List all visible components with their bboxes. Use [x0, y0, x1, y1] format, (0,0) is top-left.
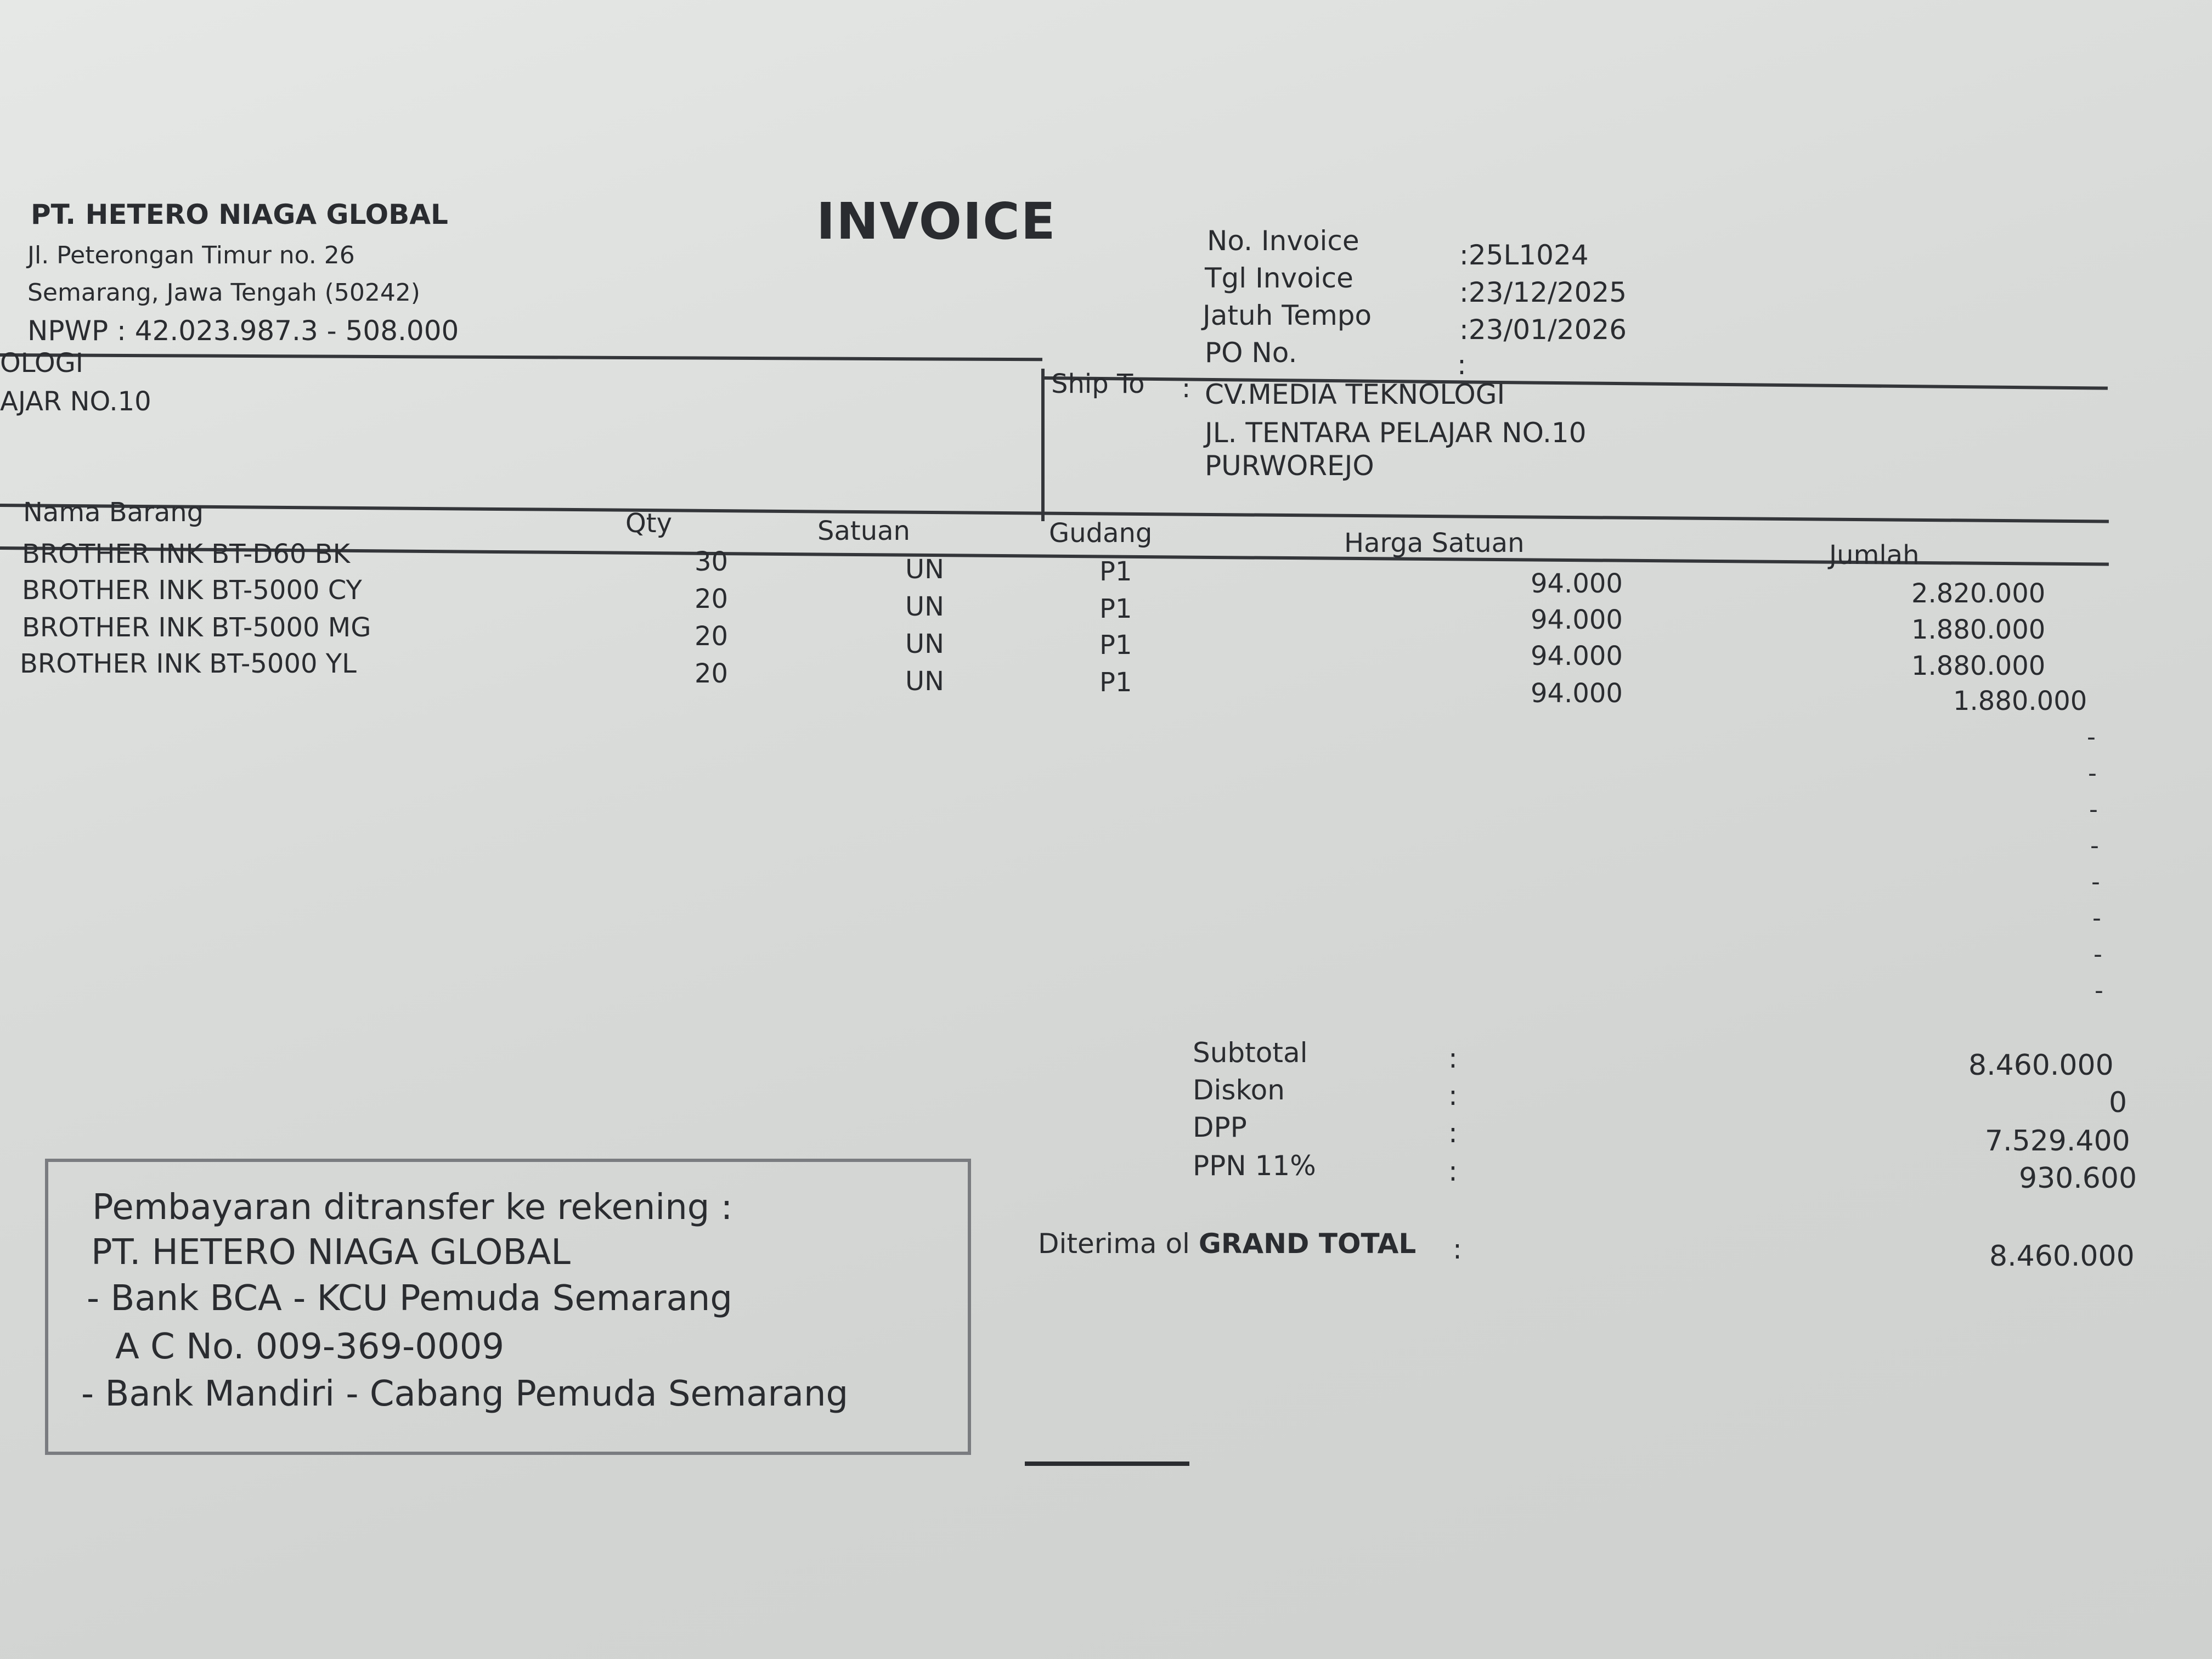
- col-header-price: Harga Satuan: [1344, 528, 1525, 558]
- table-row-3-qty: 20: [695, 621, 729, 652]
- seller-address-1: Jl. Peterongan Timur no. 26: [27, 241, 355, 269]
- bill-ship-divider: [1041, 369, 1045, 521]
- ppn-colon: :: [1448, 1155, 1458, 1187]
- document-title: INVOICE: [816, 192, 1057, 251]
- table-row-1-warehouse: P1: [1099, 556, 1132, 587]
- payment-account-holder: PT. HETERO NIAGA GLOBAL: [91, 1232, 571, 1273]
- grand-total-label: [1038, 1228, 1416, 1260]
- table-row-4-unit: UN: [905, 666, 945, 697]
- table-row-4-price: 94.000: [1531, 678, 1623, 709]
- jatuh-tempo-value: :23/01/2026: [1459, 314, 1627, 346]
- ppn-value: 930.600: [2019, 1162, 2137, 1195]
- payment-account-number: A C No. 009-369-0009: [115, 1327, 505, 1367]
- col-header-qty: Qty: [625, 508, 673, 539]
- dpp-value: 7.529.400: [1985, 1125, 2130, 1158]
- table-row-4-warehouse: P1: [1099, 667, 1132, 698]
- col-header-unit: Satuan: [817, 516, 910, 546]
- ship-to-address-2: PURWOREJO: [1205, 450, 1374, 482]
- table-row-2-price: 94.000: [1531, 605, 1623, 635]
- table-row-2-qty: 20: [695, 584, 729, 614]
- po-label: PO No.: [1205, 337, 1297, 369]
- diskon-colon: :: [1448, 1080, 1458, 1111]
- ppn-label: PPN 11%: [1193, 1150, 1316, 1182]
- table-row-1-price: 94.000: [1531, 568, 1623, 599]
- table-row-2-warehouse: P1: [1099, 594, 1132, 624]
- bill-to-top-rule: [0, 353, 1042, 361]
- tgl-invoice-value: :23/12/2025: [1459, 276, 1627, 308]
- table-row-1-unit: UN: [905, 554, 945, 585]
- grand-total-title: GRAND TOTAL: [1198, 1228, 1417, 1260]
- received-by-label: Diterima ol: [1038, 1228, 1190, 1260]
- table-row-4-item: BROTHER INK BT-5000 YL: [20, 648, 357, 679]
- seller-npwp: NPWP : 42.023.987.3 - 508.000: [27, 315, 459, 347]
- seller-address-2: Semarang, Jawa Tengah (50242): [27, 279, 420, 307]
- subtotal-colon: :: [1448, 1042, 1458, 1074]
- bill-to-address: AJAR NO.10: [0, 386, 151, 417]
- table-row-3-warehouse: P1: [1099, 630, 1132, 661]
- grand-total-value: 8.460.000: [1989, 1240, 2135, 1273]
- payment-bank-mandiri: - Bank Mandiri - Cabang Pemuda Semarang: [81, 1374, 849, 1414]
- table-row-1-qty: 30: [695, 546, 729, 577]
- table-row-2-total: 1.880.000: [1911, 614, 2046, 645]
- signature-line: [1025, 1462, 1189, 1466]
- dpp-colon: :: [1448, 1117, 1458, 1149]
- empty-row-mark: -: [2087, 723, 2096, 751]
- ship-to-top-rule: [1042, 376, 2108, 390]
- ship-to-name: CV.MEDIA TEKNOLOGI: [1205, 379, 1505, 410]
- po-value: :: [1457, 349, 1466, 381]
- payment-info-box: [45, 1159, 971, 1455]
- no-invoice-value: :25L1024: [1459, 239, 1589, 271]
- table-row-4-total: 1.880.000: [1953, 686, 2087, 716]
- ship-to-label: Ship To: [1051, 369, 1145, 399]
- empty-row-mark: -: [2094, 940, 2102, 968]
- no-invoice-label: No. Invoice: [1207, 225, 1359, 257]
- diskon-value: 0: [2109, 1086, 2128, 1119]
- empty-row-mark: -: [2088, 759, 2097, 787]
- table-row-2-unit: UN: [905, 591, 945, 622]
- table-row-3-item: BROTHER INK BT-5000 MG: [22, 612, 371, 643]
- subtotal-label: Subtotal: [1193, 1037, 1308, 1069]
- col-header-warehouse: Gudang: [1049, 518, 1153, 549]
- seller-name: PT. HETERO NIAGA GLOBAL: [31, 199, 448, 230]
- col-header-item: Nama Barang: [23, 497, 204, 528]
- empty-row-mark: -: [2091, 868, 2100, 896]
- table-row-3-unit: UN: [905, 629, 945, 659]
- table-row-1-item: BROTHER INK BT-D60 BK: [22, 539, 351, 569]
- payment-instruction: Pembayaran ditransfer ke rekening :: [92, 1187, 733, 1228]
- table-row-3-price: 94.000: [1531, 641, 1623, 672]
- subtotal-value: 8.460.000: [1968, 1049, 2114, 1082]
- table-row-4-qty: 20: [695, 658, 729, 689]
- payment-bank-bca: - Bank BCA - KCU Pemuda Semarang: [87, 1278, 732, 1319]
- empty-row-mark: -: [2092, 904, 2101, 932]
- ship-to-colon: :: [1182, 373, 1191, 404]
- jatuh-tempo-label: Jatuh Tempo: [1203, 300, 1372, 331]
- table-row-2-item: BROTHER INK BT-5000 CY: [22, 575, 362, 606]
- ship-to-address-1: JL. TENTARA PELAJAR NO.10: [1205, 417, 1587, 449]
- table-row-3-total: 1.880.000: [1911, 651, 2046, 681]
- diskon-label: Diskon: [1193, 1074, 1285, 1106]
- tgl-invoice-label: Tgl Invoice: [1205, 262, 1353, 294]
- empty-row-mark: -: [2090, 832, 2099, 860]
- grand-total-colon: :: [1453, 1233, 1462, 1265]
- dpp-label: DPP: [1193, 1111, 1247, 1143]
- col-header-total: Jumlah: [1829, 540, 1920, 571]
- bill-to-name: OLOGI: [0, 348, 83, 379]
- empty-row-mark: -: [2095, 977, 2103, 1005]
- table-row-1-total: 2.820.000: [1911, 578, 2046, 609]
- empty-row-mark: -: [2089, 795, 2098, 823]
